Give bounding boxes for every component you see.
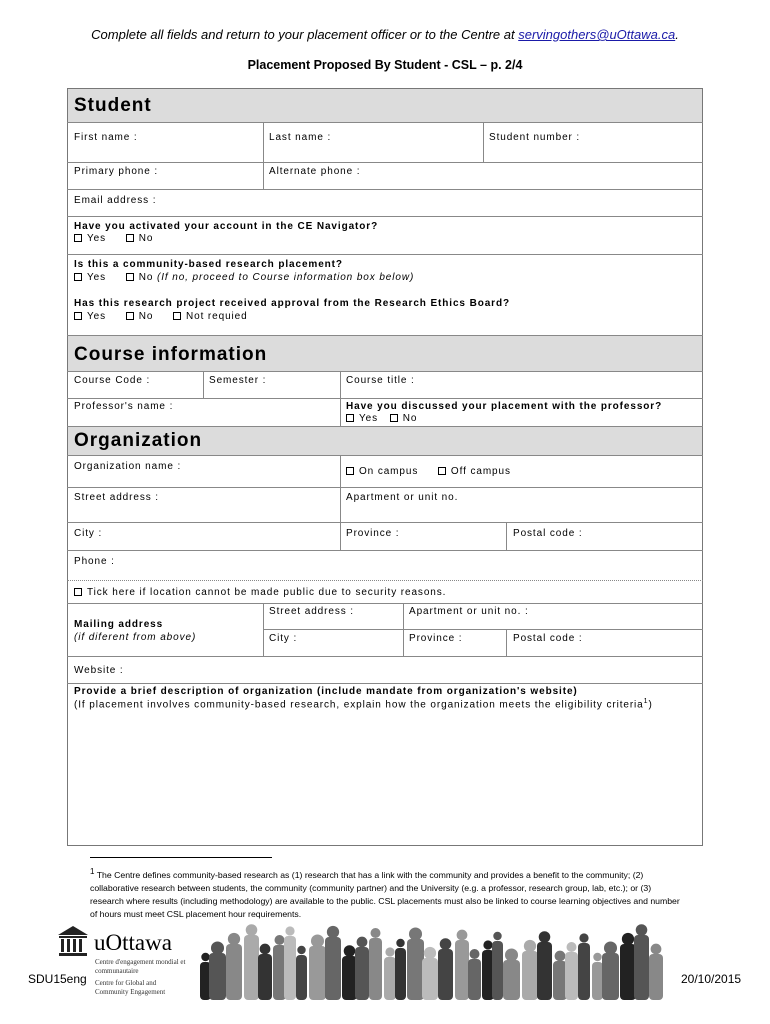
centre-names: Centre d'engagement mondial et communautaire Centre for Global and Community Engagement: [95, 958, 186, 996]
mailing-province-field[interactable]: Province :: [409, 633, 463, 644]
security-option[interactable]: Tick here if location cannot be made public due to security reasons.: [74, 587, 446, 598]
province-field[interactable]: Province :: [346, 528, 400, 539]
student-header-band: [68, 89, 702, 122]
primary-phone-field[interactable]: Primary phone :: [74, 166, 159, 177]
postal-code-field[interactable]: Postal code :: [513, 528, 583, 539]
navigator-question: Have you activated your account in the CE Navigator?: [74, 221, 379, 232]
instructions: [0, 27, 770, 42]
description-note: (If placement involves community-based research, explain how the organization meets the eligibility criteria$^1$): [74, 698, 653, 711]
form-code: SDU15eng: [28, 972, 87, 986]
course-title-field[interactable]: Course title :: [346, 375, 415, 386]
checkbox-icon[interactable]: [346, 414, 354, 422]
student-number-field[interactable]: Student number :: [489, 132, 581, 143]
navigator-no-option[interactable]: No: [126, 233, 154, 244]
reb-question: Has this research project received approval from the Research Ethics Board?: [74, 298, 510, 309]
reb-yes-option[interactable]: Yes: [74, 311, 106, 322]
uottawa-logo: uOttawa: [94, 930, 172, 955]
mailing-address-label: Mailing address: [74, 619, 164, 630]
cbr-note: (If no, proceed to Course information box below): [156, 272, 415, 283]
footnote-rule: [90, 857, 272, 858]
discussed-question: Have you discussed your placement with the professor?: [346, 401, 663, 412]
mailing-apartment-field[interactable]: Apartment or unit no. :: [409, 606, 529, 617]
instructions-end: .: [675, 27, 679, 42]
organization-name-field[interactable]: Organization name :: [74, 461, 182, 472]
discussed-no-option[interactable]: No: [390, 413, 418, 424]
mailing-street-field[interactable]: Street address :: [269, 606, 354, 617]
checkbox-icon[interactable]: [126, 312, 134, 320]
checkbox-icon[interactable]: [74, 312, 82, 320]
student-header: Student: [74, 95, 152, 116]
professor-name-field[interactable]: Professor's name :: [74, 401, 174, 412]
mailing-address-note: (if diferent from above): [74, 632, 197, 643]
checkbox-icon[interactable]: [74, 588, 82, 596]
semester-field[interactable]: Semester :: [209, 375, 267, 386]
checkbox-icon[interactable]: [438, 467, 446, 475]
description-title: Provide a brief description of organization (include mandate from organization's website): [74, 686, 578, 697]
on-campus-option[interactable]: On campus: [346, 466, 418, 477]
first-name-field[interactable]: First name :: [74, 132, 138, 143]
email-link[interactable]: servingothers@uOttawa.ca: [518, 27, 676, 42]
email-field[interactable]: Email address :: [74, 195, 157, 206]
discussed-options: [346, 413, 417, 424]
phone-field[interactable]: Phone :: [74, 556, 115, 567]
mailing-city-field[interactable]: City :: [269, 633, 298, 644]
people-silhouettes-icon: [196, 922, 671, 1005]
course-code-field[interactable]: Course Code :: [74, 375, 151, 386]
campus-options: [346, 466, 511, 477]
description-textarea[interactable]: [68, 712, 702, 844]
page-subtitle: Placement Proposed By Student - CSL – p. 2/4: [247, 58, 523, 72]
checkbox-icon[interactable]: [346, 467, 354, 475]
instructions-text: Complete all fields and return to your placement officer or to the Centre at: [91, 27, 519, 42]
mailing-postal-field[interactable]: Postal code :: [513, 633, 583, 644]
organization-header: Organization: [74, 430, 203, 451]
alternate-phone-field[interactable]: Alternate phone :: [269, 166, 361, 177]
street-address-field[interactable]: Street address :: [74, 492, 159, 503]
cbr-options: [74, 272, 414, 283]
checkbox-icon[interactable]: [126, 273, 134, 281]
checkbox-icon[interactable]: [74, 234, 82, 242]
checkbox-icon[interactable]: [390, 414, 398, 422]
checkbox-icon[interactable]: [173, 312, 181, 320]
cbr-no-option[interactable]: No (If no, proceed to Course information box below): [126, 272, 414, 283]
reb-options: [74, 311, 248, 322]
off-campus-option[interactable]: Off campus: [438, 466, 511, 477]
discussed-yes-option[interactable]: Yes: [346, 413, 378, 424]
form-date: 20/10/2015: [681, 972, 742, 986]
footnote: $^1$ The Centre defines community-based research as (1) research that has a link with the community and provides a benefit to the community; (2) collaborative research between students, the community (community partner) and the University (e.g. a professor, research group, lab, etc.); or (3) research where results (including methodology) are available to the public. CSL placements must also be linked to course learning objectives and number of hours must meet CSL placement hour requirements.: [90, 867, 680, 919]
cbr-yes-option[interactable]: Yes: [74, 272, 106, 283]
website-field[interactable]: Website :: [74, 665, 124, 676]
last-name-field[interactable]: Last name :: [269, 132, 332, 143]
checkbox-icon[interactable]: [74, 273, 82, 281]
reb-no-option[interactable]: No: [126, 311, 154, 322]
reb-not-required-option[interactable]: Not requied: [173, 311, 248, 322]
checkbox-icon[interactable]: [126, 234, 134, 242]
navigator-yes-option[interactable]: Yes: [74, 233, 106, 244]
city-field[interactable]: City :: [74, 528, 103, 539]
navigator-options: [74, 233, 169, 244]
university-building-icon: [56, 924, 90, 963]
apartment-field[interactable]: Apartment or unit no.: [346, 492, 459, 503]
cbr-question: Is this a community-based research placement?: [74, 259, 343, 270]
course-header: Course information: [74, 344, 268, 365]
